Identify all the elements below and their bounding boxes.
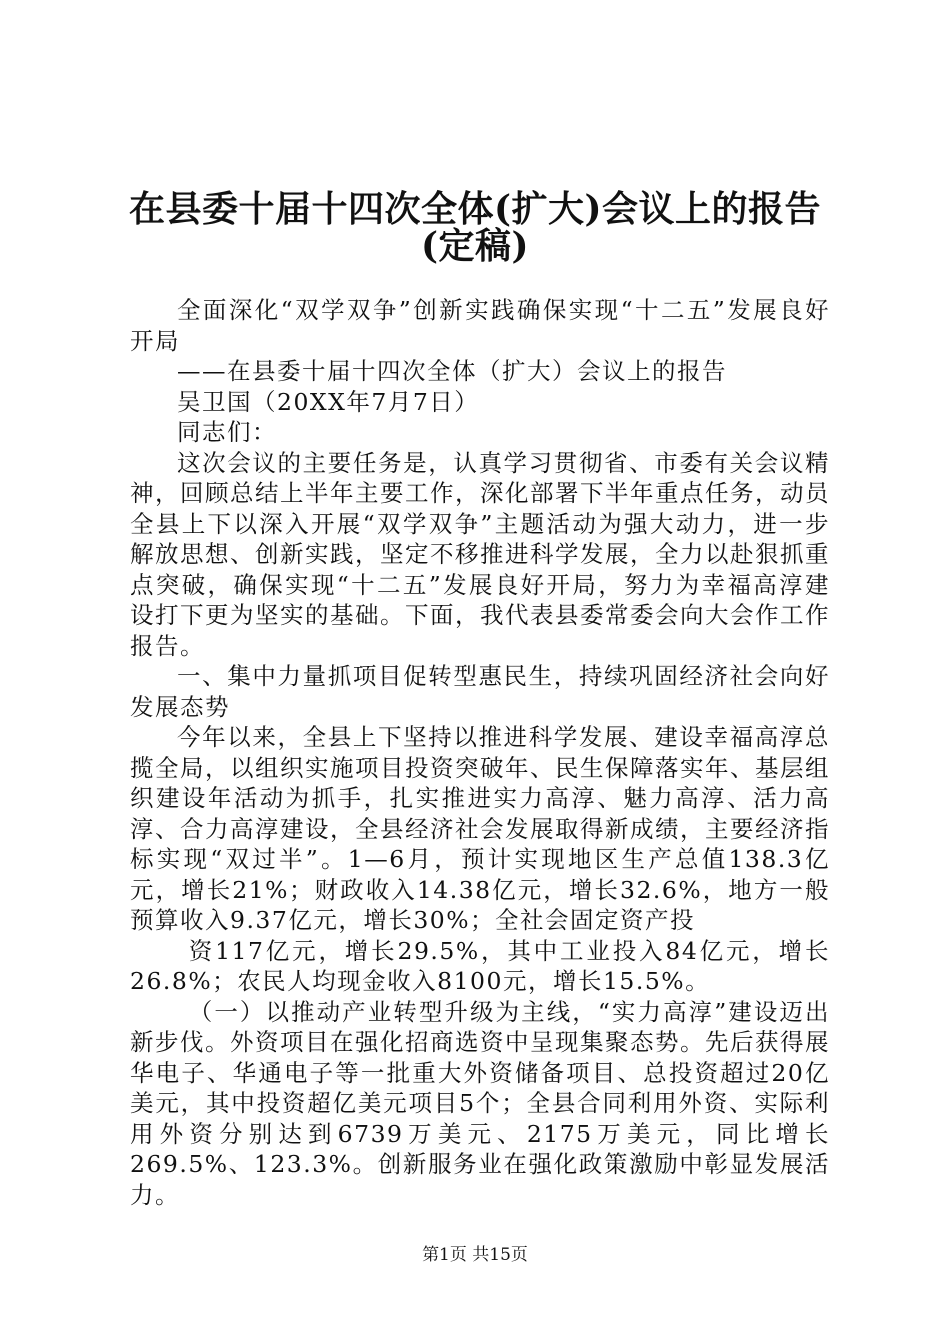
section-heading: 一、集中力量抓项目促转型惠民生，持续巩固经济社会向好发展态势 (130, 662, 830, 721)
author-date: 吴卫国（20XX年7月7日） (177, 387, 480, 416)
body-paragraph: （一）以推动产业转型升级为主线，“实力高淳”建设迈出新步伐。外资项目在强化招商选资中呈现集聚态势。先后获得展华电子、华通电子等一批重大外资储备项目、总投资超过20亿美元，其中投资超亿美元项目5个；全县合同利用外资、实际利用外资分别达到6739万美元、2175万美元，同比增长269.5%、123.3%。创新服务业在强化政策激励中彰显发展活力。 (130, 997, 830, 1209)
body-paragraph: 这次会议的主要任务是，认真学习贯彻省、市委有关会议精神，回顾总结上半年主要工作，深化部署下半年重点任务，动员全县上下以深入开展“双学双争”主题活动为强大动力，进一步解放思想、创新实践，坚定不移推进科学发展，全力以赴狠抓重点突破，确保实现“十二五”发展良好开局，努力为幸福高淳建设打下更为坚实的基础。下面，我代表县委常委会向大会作工作报告。 (130, 448, 830, 660)
document-title-suffix: (定稿) (420, 225, 530, 267)
salutation: 同志们： (177, 418, 277, 446)
document-body (130, 295, 830, 1210)
subtitle-paragraph: 全面深化“双学双争”创新实践确保实现“十二五”发展良好开局 (130, 296, 830, 355)
body-paragraph: 资117亿元，增长29.5%，其中工业投入84亿元，增长26.8%；农民人均现金收入8100元，增长15.5%。 (130, 936, 830, 995)
body-paragraph: 今年以来，全县上下坚持以推进科学发展、建设幸福高淳总揽全局，以组织实施项目投资突破年、民生保障落实年、基层组织建设年活动为抓手，扎实推进实力高淳、魅力高淳、活力高淳、合力高淳建设，全县经济社会发展取得新成绩，主要经济指标实现“双过半”。1—6月，预计实现地区生产总值138.3亿元，增长21%；财政收入14.38亿元，增长32.6%，地方一般预算收入9.37亿元，增长30%；全社会固定资产投 (130, 723, 830, 934)
document-title: 在县委十届十四次全体(扩大)会议上的报告 (128, 188, 822, 230)
page-footer: 第1页 共15页 (422, 1245, 528, 1265)
report-heading: ——在县委十届十四次全体（扩大）会议上的报告 (177, 357, 727, 385)
